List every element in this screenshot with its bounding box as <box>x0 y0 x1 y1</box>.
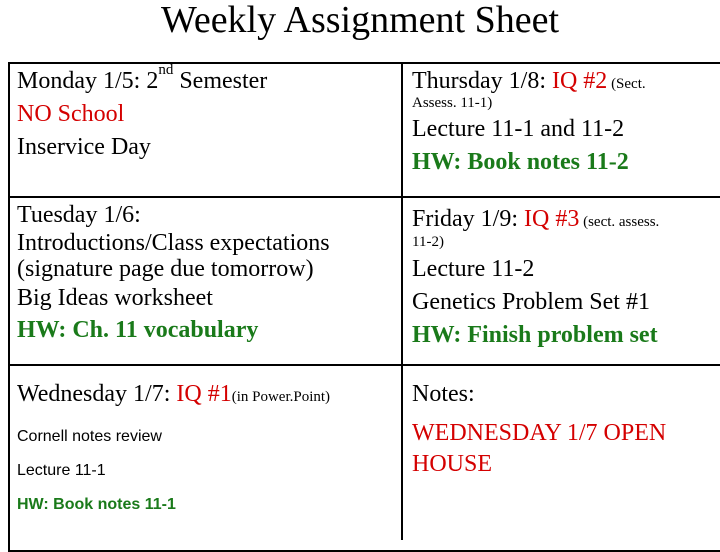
cell-notes <box>412 378 666 480</box>
cell-wednesday <box>17 378 330 522</box>
tuesday-intro: Introductions/Class expectations <box>17 230 330 256</box>
monday-inservice: Inservice Day <box>17 134 151 160</box>
cell-thursday <box>412 65 646 179</box>
friday-problem-set: Genetics Problem Set #1 <box>412 289 650 315</box>
page-title: Weekly Assignment Sheet <box>161 0 559 41</box>
notes-house: HOUSE <box>412 451 493 477</box>
column-divider <box>401 62 403 540</box>
friday-iq: IQ #3 <box>524 206 580 232</box>
cell-monday <box>17 62 268 164</box>
friday-lecture: Lecture 11-2 <box>412 256 535 282</box>
thursday-lecture: Lecture 11-1 and 11-2 <box>412 116 625 142</box>
wednesday-lecture: Lecture 11-1 <box>17 462 106 479</box>
thursday-hw: HW: Book notes 11-2 <box>412 149 629 175</box>
tuesday-hw: HW: Ch. 11 vocabulary <box>17 317 259 343</box>
friday-heading: Friday 1/9: IQ #3 (sect. assess. <box>412 206 660 232</box>
cell-friday <box>412 203 659 352</box>
cell-tuesday <box>17 200 330 346</box>
wednesday-iq: IQ #1 <box>176 381 232 407</box>
tuesday-worksheet: Big Ideas worksheet <box>17 285 213 311</box>
row-divider-1 <box>8 196 720 198</box>
notes-open-house: WEDNESDAY 1/7 OPEN <box>412 420 667 446</box>
thursday-assess-note: Assess. 11-1) <box>412 95 493 111</box>
wednesday-heading: Wednesday 1/7: IQ #1(in Power.Point) <box>17 381 331 407</box>
tuesday-signature: (signature page due tomorrow) <box>17 256 314 282</box>
tuesday-heading: Tuesday 1/6: <box>17 202 141 228</box>
monday-no-school: NO School <box>17 101 125 127</box>
notes-label: Notes: <box>412 381 475 407</box>
thursday-iq: IQ #2 <box>551 68 608 94</box>
wednesday-hw: HW: Book notes 11-1 <box>17 496 176 513</box>
friday-hw: HW: Finish problem set <box>412 322 658 348</box>
wednesday-cornell: Cornell notes review <box>17 428 162 445</box>
monday-heading: Monday 1/5: 2nd Semester <box>17 62 268 94</box>
row-divider-2 <box>8 364 720 366</box>
friday-assess-note: 11-2) <box>412 234 444 250</box>
thursday-heading: Thursday 1/8: IQ #2 (Sect. <box>412 68 646 94</box>
